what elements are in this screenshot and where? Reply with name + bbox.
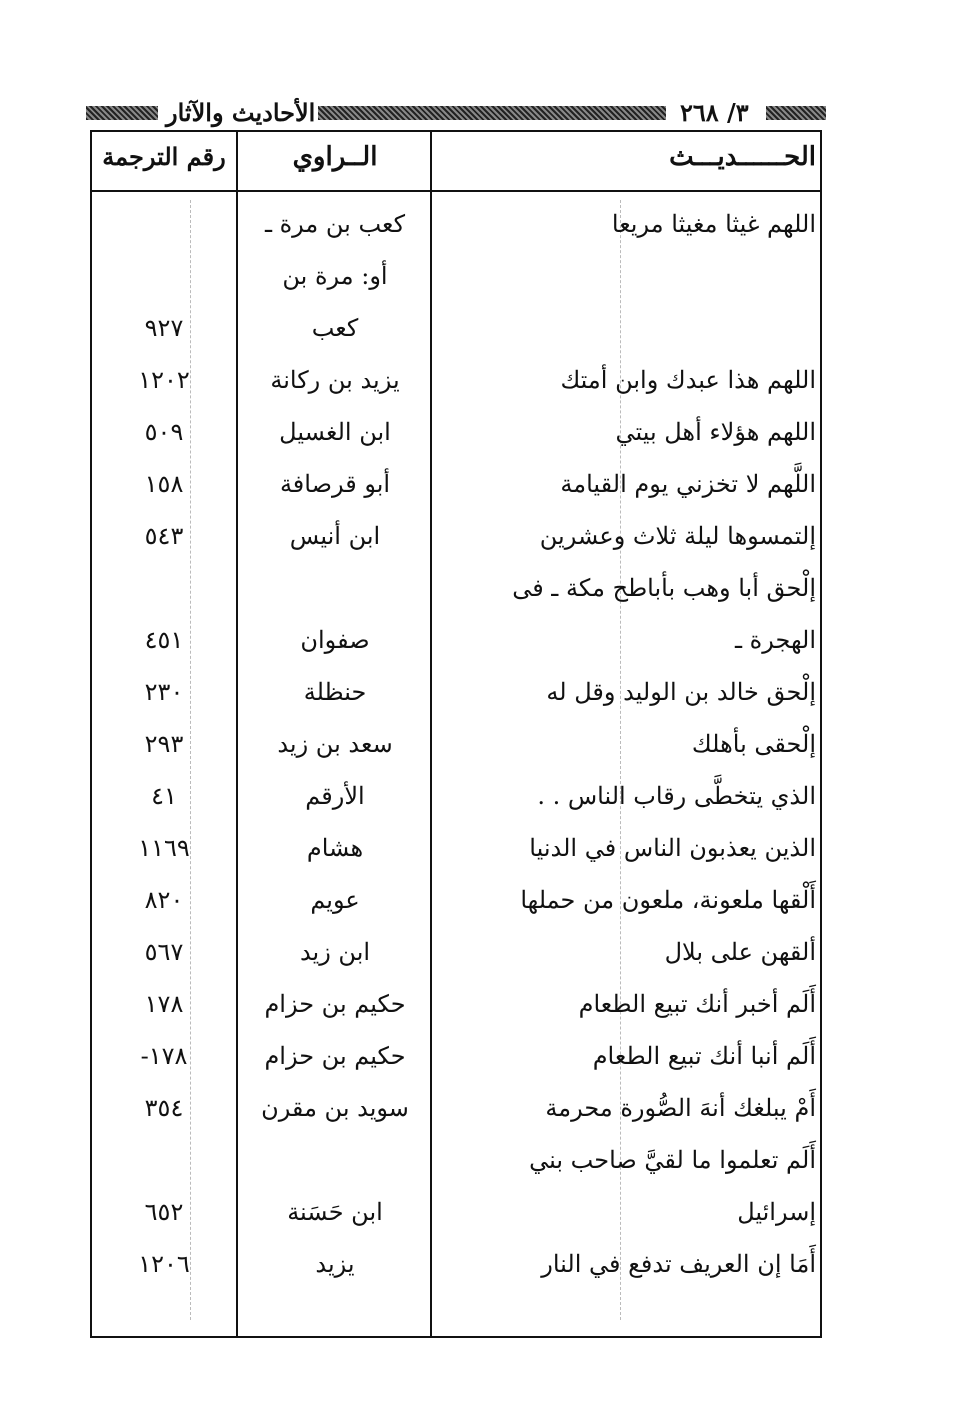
hadith-text: إلْحقى بأهلك bbox=[691, 730, 816, 758]
narrator: ابن أنيس bbox=[289, 522, 381, 550]
narrator: حكيم بن حزام bbox=[264, 1042, 406, 1070]
column-title-entry-number: رقم الترجمة bbox=[102, 142, 226, 171]
narrator: عويم bbox=[310, 886, 360, 914]
table-row bbox=[0, 938, 974, 986]
header-ornament-left bbox=[86, 106, 158, 120]
narrator: يزيد bbox=[315, 1250, 355, 1278]
section-title: الأحاديث والآثار bbox=[162, 98, 319, 127]
table-row bbox=[0, 574, 974, 622]
hadith-text: إلْحق خالد بن الوليد وقل له bbox=[546, 678, 816, 706]
table-row bbox=[0, 1250, 974, 1298]
narrator: ابن الغسيل bbox=[279, 418, 391, 446]
table-row bbox=[0, 1042, 974, 1090]
header-divider bbox=[90, 190, 822, 192]
narrator: الأرقم bbox=[305, 782, 365, 810]
narrator: صفوان bbox=[300, 626, 370, 654]
hadith-text: اللهم هؤلاء أهل بيتي bbox=[615, 418, 816, 446]
narrator: أو: مرة بن bbox=[282, 262, 388, 290]
table-row bbox=[0, 1094, 974, 1142]
narrator: كعب بن مرة ـ bbox=[264, 210, 406, 238]
narrator: حكيم بن حزام bbox=[264, 990, 406, 1018]
hadith-text: أَمْ يبلغك أنهَ الصُّورة محرمة bbox=[545, 1094, 816, 1122]
entry-number: ٥٦٧ bbox=[144, 938, 184, 966]
narrator: أبو قرصافة bbox=[279, 470, 391, 498]
table-row bbox=[0, 886, 974, 934]
entry-number: ١٧٨ bbox=[144, 990, 184, 1018]
table-row bbox=[0, 1198, 974, 1246]
page-header bbox=[86, 100, 826, 128]
table-row bbox=[0, 626, 974, 674]
narrator: ابن زيد bbox=[299, 938, 371, 966]
header-ornament-right bbox=[766, 106, 826, 120]
entry-number: -١٧٨ bbox=[140, 1042, 188, 1070]
entry-number: ٥٠٩ bbox=[144, 418, 184, 446]
narrator: كعب bbox=[311, 314, 359, 342]
narrator: سعد بن زيد bbox=[277, 730, 393, 758]
hadith-text: إلتمسوها ليلة ثلاث وعشرين bbox=[539, 522, 816, 550]
narrator: سويد بن مقرن bbox=[261, 1094, 409, 1122]
table-row bbox=[0, 782, 974, 830]
entry-number: ١٢٠٢ bbox=[138, 366, 190, 394]
narrator: يزيد بن ركانة bbox=[270, 366, 400, 394]
table-row bbox=[0, 1146, 974, 1194]
table-row bbox=[0, 314, 974, 362]
entry-number: ٨٢٠ bbox=[144, 886, 184, 914]
hadith-text: أَلْقها ملعونة، ملعون من حملها bbox=[520, 886, 816, 914]
entry-number: ١٥٨ bbox=[144, 470, 184, 498]
page-number: ٣/ ٢٦٨ bbox=[676, 98, 753, 127]
entry-number: ٣٥٤ bbox=[144, 1094, 184, 1122]
hadith-text: ألقهن على بلال bbox=[664, 938, 816, 966]
hadith-text: الذي يتخطَّى رقاب الناس . . bbox=[537, 782, 816, 810]
narrator: حنظلة bbox=[303, 678, 367, 706]
table-row bbox=[0, 522, 974, 570]
table-row bbox=[0, 678, 974, 726]
entry-number: ٤٥١ bbox=[144, 626, 184, 654]
entry-number: ٦٥٢ bbox=[144, 1198, 184, 1226]
hadith-text: أَمَا إن العريف تدفع في النار bbox=[541, 1250, 816, 1278]
hadith-text: أَلَم تعلموا ما لقيَّ صاحب بني bbox=[529, 1146, 816, 1174]
table-row bbox=[0, 834, 974, 882]
entry-number: ٤١ bbox=[151, 782, 177, 810]
table-row bbox=[0, 210, 974, 258]
entry-number: ١٢٠٦ bbox=[138, 1250, 190, 1278]
column-title-narrator: الــراوي bbox=[292, 142, 378, 172]
entry-number: ٢٣٠ bbox=[144, 678, 184, 706]
hadith-text: أَلَم أنبا أنك تبيع الطعام bbox=[592, 1042, 816, 1070]
hadith-text: اللهم هذا عبدك وابن أمتك bbox=[560, 366, 816, 394]
hadith-text: إلْحق أبا وهب بأباطح مكة ـ فى bbox=[512, 574, 816, 602]
hadith-text: الهجرة ـ bbox=[734, 626, 816, 654]
table-row bbox=[0, 990, 974, 1038]
narrator: هشام bbox=[306, 834, 364, 862]
hadith-text: أَلَم أخبر أنك تبيع الطعام bbox=[578, 990, 816, 1018]
header-ornament-middle bbox=[318, 106, 666, 120]
table-row bbox=[0, 262, 974, 310]
narrator: ابن حَسَنة bbox=[287, 1198, 383, 1226]
hadith-text: الذين يعذبون الناس في الدنيا bbox=[529, 834, 816, 862]
table-row bbox=[0, 366, 974, 414]
entry-number: ٩٢٧ bbox=[144, 314, 184, 342]
table-row bbox=[0, 730, 974, 778]
table-row bbox=[0, 470, 974, 518]
table-row bbox=[0, 418, 974, 466]
entry-number: ٥٤٣ bbox=[144, 522, 184, 550]
entry-number: ١١٦٩ bbox=[138, 834, 190, 862]
hadith-text: اللهم غيثا مغيثا مريعا bbox=[611, 210, 816, 238]
hadith-text: إسرائيل bbox=[737, 1198, 816, 1226]
column-title-hadith: الحــــــديـــث bbox=[669, 142, 816, 172]
hadith-text: اللَّهم لا تخزني يوم القيامة bbox=[560, 470, 816, 498]
entry-number: ٢٩٣ bbox=[144, 730, 184, 758]
